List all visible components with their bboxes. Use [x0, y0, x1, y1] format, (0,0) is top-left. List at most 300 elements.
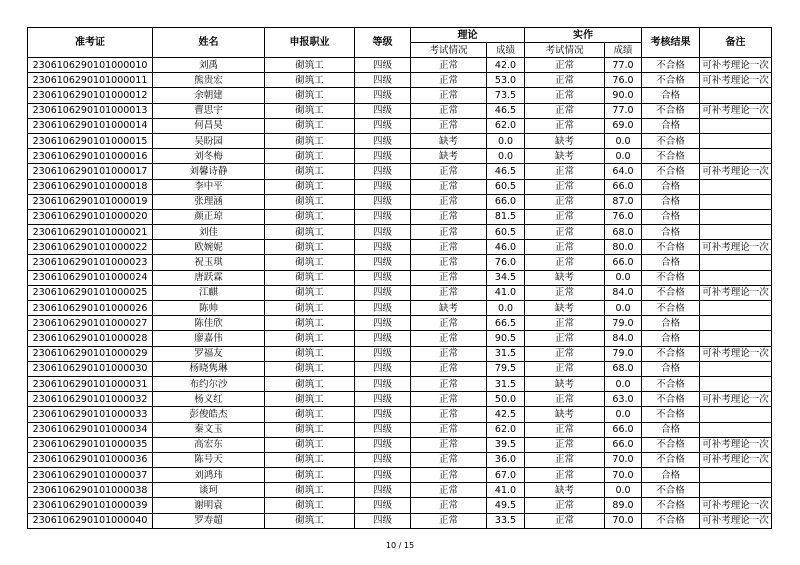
cell-name: 江麒: [153, 285, 265, 300]
cell-practice-score: 77.0: [605, 58, 642, 73]
cell-note: [700, 194, 772, 209]
cell-practice-score: 0.0: [605, 483, 642, 498]
cell-note: 可补考理论一次: [700, 498, 772, 513]
cell-theory-score: 0.0: [487, 301, 525, 316]
cell-job: 砌筑工: [265, 452, 355, 467]
cell-theory-score: 53.0: [487, 73, 525, 88]
cell-practice-score: 70.0: [605, 513, 642, 528]
cell-practice-status: 正常: [525, 164, 605, 179]
cell-practice-score: 0.0: [605, 376, 642, 391]
cell-level: 四级: [355, 73, 411, 88]
cell-theory-score: 76.0: [487, 255, 525, 270]
cell-name: 布约尔沙: [153, 376, 265, 391]
cell-result: 不合格: [642, 483, 700, 498]
cell-practice-score: 79.0: [605, 316, 642, 331]
cell-result: 合格: [642, 209, 700, 224]
cell-job: 砌筑工: [265, 240, 355, 255]
cell-name: 祝玉琪: [153, 255, 265, 270]
cell-job: 砌筑工: [265, 194, 355, 209]
cell-note: 可补考理论一次: [700, 103, 772, 118]
cell-note: 可补考理论一次: [700, 392, 772, 407]
cell-practice-score: 68.0: [605, 361, 642, 376]
cell-practice-score: 0.0: [605, 133, 642, 148]
cell-result: 不合格: [642, 149, 700, 164]
cell-theory-score: 67.0: [487, 468, 525, 483]
cell-theory-score: 42.0: [487, 58, 525, 73]
cell-name: 杨晓隽琳: [153, 361, 265, 376]
header-level: 等级: [355, 28, 411, 58]
cell-name: 罗寿超: [153, 513, 265, 528]
cell-exam-no: 2306106290101000040: [28, 513, 153, 528]
cell-name: 罗福友: [153, 346, 265, 361]
cell-job: 砌筑工: [265, 422, 355, 437]
cell-note: [700, 209, 772, 224]
header-practice-score: 成绩: [605, 43, 642, 58]
cell-practice-status: 正常: [525, 73, 605, 88]
cell-practice-score: 0.0: [605, 301, 642, 316]
table-row: [28, 194, 772, 209]
cell-level: 四级: [355, 498, 411, 513]
cell-theory-score: 62.0: [487, 118, 525, 133]
cell-exam-no: 2306106290101000030: [28, 361, 153, 376]
cell-theory-status: 正常: [411, 88, 487, 103]
cell-job: 砌筑工: [265, 361, 355, 376]
cell-result: 不合格: [642, 452, 700, 467]
table-row: [28, 331, 772, 346]
cell-theory-score: 39.5: [487, 437, 525, 452]
cell-practice-status: 正常: [525, 361, 605, 376]
cell-result: 不合格: [642, 437, 700, 452]
cell-name: 陈佳欣: [153, 316, 265, 331]
cell-theory-status: 正常: [411, 422, 487, 437]
cell-theory-status: 正常: [411, 437, 487, 452]
header-theory-score: 成绩: [487, 43, 525, 58]
cell-theory-status: 正常: [411, 468, 487, 483]
cell-practice-score: 63.0: [605, 392, 642, 407]
cell-result: 合格: [642, 316, 700, 331]
page-number: 10 / 15: [385, 541, 415, 550]
cell-level: 四级: [355, 513, 411, 528]
cell-note: 可补考理论一次: [700, 58, 772, 73]
cell-theory-score: 33.5: [487, 513, 525, 528]
cell-practice-score: 70.0: [605, 452, 642, 467]
cell-practice-status: 正常: [525, 58, 605, 73]
table-row: [28, 270, 772, 285]
cell-theory-score: 49.5: [487, 498, 525, 513]
cell-note: [700, 483, 772, 498]
cell-job: 砌筑工: [265, 513, 355, 528]
table-row: [28, 103, 772, 118]
cell-level: 四级: [355, 452, 411, 467]
cell-practice-status: 正常: [525, 346, 605, 361]
cell-job: 砌筑工: [265, 376, 355, 391]
cell-level: 四级: [355, 316, 411, 331]
cell-practice-status: 缺考: [525, 483, 605, 498]
cell-practice-score: 80.0: [605, 240, 642, 255]
cell-theory-status: 正常: [411, 179, 487, 194]
cell-theory-status: 正常: [411, 240, 487, 255]
cell-exam-no: 2306106290101000033: [28, 407, 153, 422]
cell-exam-no: 2306106290101000014: [28, 118, 153, 133]
cell-exam-no: 2306106290101000039: [28, 498, 153, 513]
table-row: [28, 209, 772, 224]
cell-theory-score: 73.5: [487, 88, 525, 103]
cell-theory-status: 缺考: [411, 149, 487, 164]
cell-result: 不合格: [642, 376, 700, 391]
cell-level: 四级: [355, 331, 411, 346]
cell-note: [700, 149, 772, 164]
cell-theory-score: 81.5: [487, 209, 525, 224]
cell-exam-no: 2306106290101000022: [28, 240, 153, 255]
cell-note: 可补考理论一次: [700, 452, 772, 467]
cell-practice-status: 正常: [525, 240, 605, 255]
cell-result: 不合格: [642, 498, 700, 513]
cell-practice-status: 缺考: [525, 270, 605, 285]
cell-level: 四级: [355, 437, 411, 452]
cell-job: 砌筑工: [265, 437, 355, 452]
header-practice-status: 考试情况: [525, 43, 605, 58]
cell-exam-no: 2306106290101000015: [28, 133, 153, 148]
cell-note: [700, 88, 772, 103]
cell-name: 欧婉妮: [153, 240, 265, 255]
cell-theory-status: 正常: [411, 392, 487, 407]
cell-practice-status: 缺考: [525, 376, 605, 391]
table-row: [28, 225, 772, 240]
cell-exam-no: 2306106290101000024: [28, 270, 153, 285]
cell-name: 杨义红: [153, 392, 265, 407]
cell-practice-score: 0.0: [605, 149, 642, 164]
cell-note: [700, 331, 772, 346]
cell-result: 不合格: [642, 73, 700, 88]
cell-level: 四级: [355, 240, 411, 255]
cell-level: 四级: [355, 285, 411, 300]
cell-result: 不合格: [642, 285, 700, 300]
cell-exam-no: 2306106290101000027: [28, 316, 153, 331]
cell-note: [700, 316, 772, 331]
cell-theory-score: 0.0: [487, 149, 525, 164]
cell-note: [700, 361, 772, 376]
cell-level: 四级: [355, 58, 411, 73]
cell-job: 砌筑工: [265, 331, 355, 346]
table-row: [28, 179, 772, 194]
cell-exam-no: 2306106290101000026: [28, 301, 153, 316]
table-row: [28, 452, 772, 467]
cell-level: 四级: [355, 149, 411, 164]
cell-theory-score: 42.5: [487, 407, 525, 422]
cell-practice-score: 77.0: [605, 103, 642, 118]
table-row: [28, 407, 772, 422]
cell-job: 砌筑工: [265, 498, 355, 513]
cell-job: 砌筑工: [265, 133, 355, 148]
cell-theory-status: 正常: [411, 376, 487, 391]
cell-exam-no: 2306106290101000029: [28, 346, 153, 361]
cell-note: 可补考理论一次: [700, 437, 772, 452]
table-row: [28, 164, 772, 179]
table-row: [28, 392, 772, 407]
table-row: [28, 285, 772, 300]
cell-result: 不合格: [642, 58, 700, 73]
cell-theory-score: 31.5: [487, 376, 525, 391]
cell-level: 四级: [355, 179, 411, 194]
cell-result: 合格: [642, 194, 700, 209]
cell-practice-status: 正常: [525, 468, 605, 483]
cell-theory-score: 62.0: [487, 422, 525, 437]
cell-theory-status: 正常: [411, 164, 487, 179]
cell-level: 四级: [355, 468, 411, 483]
cell-exam-no: 2306106290101000018: [28, 179, 153, 194]
cell-exam-no: 2306106290101000021: [28, 225, 153, 240]
table-row: [28, 498, 772, 513]
cell-theory-status: 正常: [411, 103, 487, 118]
cell-practice-score: 76.0: [605, 209, 642, 224]
cell-name: 刘佳: [153, 225, 265, 240]
header-note: 备注: [700, 28, 772, 58]
table-row: [28, 437, 772, 452]
cell-result: 不合格: [642, 301, 700, 316]
cell-exam-no: 2306106290101000010: [28, 58, 153, 73]
cell-practice-status: 正常: [525, 225, 605, 240]
cell-result: 合格: [642, 331, 700, 346]
cell-practice-score: 84.0: [605, 331, 642, 346]
cell-result: 合格: [642, 361, 700, 376]
cell-practice-score: 90.0: [605, 88, 642, 103]
cell-level: 四级: [355, 194, 411, 209]
cell-theory-score: 66.5: [487, 316, 525, 331]
cell-level: 四级: [355, 361, 411, 376]
cell-result: 合格: [642, 88, 700, 103]
cell-name: 余朝建: [153, 88, 265, 103]
table-row: [28, 240, 772, 255]
cell-practice-score: 64.0: [605, 164, 642, 179]
cell-job: 砌筑工: [265, 209, 355, 224]
cell-theory-score: 90.5: [487, 331, 525, 346]
table-row: [28, 88, 772, 103]
cell-practice-score: 76.0: [605, 73, 642, 88]
cell-level: 四级: [355, 346, 411, 361]
header-practice: 实作: [525, 28, 642, 43]
cell-job: 砌筑工: [265, 118, 355, 133]
cell-name: 陈号天: [153, 452, 265, 467]
cell-practice-score: 79.0: [605, 346, 642, 361]
cell-practice-status: 正常: [525, 88, 605, 103]
table-row: [28, 118, 772, 133]
cell-result: 不合格: [642, 133, 700, 148]
cell-name: 唐跃霖: [153, 270, 265, 285]
cell-name: 秦文玉: [153, 422, 265, 437]
cell-name: 廖嘉伟: [153, 331, 265, 346]
cell-result: 合格: [642, 468, 700, 483]
cell-name: 高宏东: [153, 437, 265, 452]
cell-result: 不合格: [642, 270, 700, 285]
table-row: [28, 316, 772, 331]
cell-job: 砌筑工: [265, 316, 355, 331]
cell-theory-status: 正常: [411, 58, 487, 73]
cell-note: 可补考理论一次: [700, 164, 772, 179]
cell-theory-status: 正常: [411, 407, 487, 422]
cell-theory-score: 46.5: [487, 103, 525, 118]
cell-theory-status: 正常: [411, 194, 487, 209]
cell-theory-status: 正常: [411, 225, 487, 240]
cell-level: 四级: [355, 407, 411, 422]
cell-level: 四级: [355, 103, 411, 118]
cell-level: 四级: [355, 133, 411, 148]
cell-name: 何昌昊: [153, 118, 265, 133]
cell-practice-score: 66.0: [605, 255, 642, 270]
table-header: [28, 28, 772, 58]
cell-job: 砌筑工: [265, 88, 355, 103]
cell-job: 砌筑工: [265, 483, 355, 498]
cell-theory-score: 36.0: [487, 452, 525, 467]
cell-practice-status: 正常: [525, 118, 605, 133]
table-body: [28, 58, 772, 529]
cell-level: 四级: [355, 88, 411, 103]
cell-level: 四级: [355, 376, 411, 391]
cell-exam-no: 2306106290101000011: [28, 73, 153, 88]
cell-exam-no: 2306106290101000013: [28, 103, 153, 118]
cell-exam-no: 2306106290101000035: [28, 437, 153, 452]
cell-practice-score: 84.0: [605, 285, 642, 300]
cell-exam-no: 2306106290101000012: [28, 88, 153, 103]
cell-theory-status: 正常: [411, 255, 487, 270]
cell-job: 砌筑工: [265, 407, 355, 422]
cell-theory-score: 50.0: [487, 392, 525, 407]
cell-theory-status: 正常: [411, 498, 487, 513]
cell-level: 四级: [355, 164, 411, 179]
table-row: [28, 255, 772, 270]
cell-note: 可补考理论一次: [700, 73, 772, 88]
cell-practice-score: 66.0: [605, 179, 642, 194]
results-table: [27, 27, 772, 529]
cell-practice-status: 正常: [525, 255, 605, 270]
cell-result: 不合格: [642, 513, 700, 528]
table-row: [28, 468, 772, 483]
table-row: [28, 513, 772, 528]
table-row: [28, 58, 772, 73]
cell-level: 四级: [355, 209, 411, 224]
cell-practice-status: 缺考: [525, 133, 605, 148]
cell-theory-status: 正常: [411, 73, 487, 88]
cell-practice-score: 0.0: [605, 270, 642, 285]
cell-level: 四级: [355, 118, 411, 133]
cell-practice-score: 87.0: [605, 194, 642, 209]
cell-result: 不合格: [642, 164, 700, 179]
cell-job: 砌筑工: [265, 164, 355, 179]
cell-note: [700, 376, 772, 391]
cell-practice-status: 正常: [525, 392, 605, 407]
cell-theory-status: 正常: [411, 361, 487, 376]
cell-name: 李中平: [153, 179, 265, 194]
cell-result: 不合格: [642, 392, 700, 407]
cell-job: 砌筑工: [265, 270, 355, 285]
table-row: [28, 346, 772, 361]
cell-practice-status: 正常: [525, 498, 605, 513]
cell-theory-score: 79.5: [487, 361, 525, 376]
cell-theory-status: 正常: [411, 118, 487, 133]
cell-theory-score: 66.0: [487, 194, 525, 209]
cell-job: 砌筑工: [265, 225, 355, 240]
cell-result: 合格: [642, 118, 700, 133]
cell-exam-no: 2306106290101000028: [28, 331, 153, 346]
cell-exam-no: 2306106290101000019: [28, 194, 153, 209]
cell-note: 可补考理论一次: [700, 285, 772, 300]
cell-note: [700, 468, 772, 483]
cell-level: 四级: [355, 422, 411, 437]
cell-job: 砌筑工: [265, 179, 355, 194]
cell-name: 曹思宇: [153, 103, 265, 118]
cell-name: 颜正琼: [153, 209, 265, 224]
cell-practice-score: 66.0: [605, 422, 642, 437]
cell-level: 四级: [355, 483, 411, 498]
cell-theory-score: 34.5: [487, 270, 525, 285]
cell-job: 砌筑工: [265, 301, 355, 316]
cell-level: 四级: [355, 392, 411, 407]
cell-practice-score: 70.0: [605, 468, 642, 483]
cell-theory-status: 缺考: [411, 133, 487, 148]
cell-result: 合格: [642, 225, 700, 240]
cell-job: 砌筑工: [265, 346, 355, 361]
cell-note: [700, 255, 772, 270]
cell-job: 砌筑工: [265, 73, 355, 88]
header-theory-status: 考试情况: [411, 43, 487, 58]
cell-practice-status: 正常: [525, 316, 605, 331]
table-row: [28, 301, 772, 316]
cell-result: 合格: [642, 255, 700, 270]
cell-theory-score: 41.0: [487, 285, 525, 300]
cell-job: 砌筑工: [265, 285, 355, 300]
header-exam-no: 准考证: [28, 28, 153, 58]
cell-exam-no: 2306106290101000025: [28, 285, 153, 300]
cell-note: [700, 301, 772, 316]
cell-name: 吴盼园: [153, 133, 265, 148]
cell-theory-score: 41.0: [487, 483, 525, 498]
table-row: [28, 73, 772, 88]
cell-theory-status: 正常: [411, 270, 487, 285]
cell-note: [700, 118, 772, 133]
cell-result: 不合格: [642, 240, 700, 255]
cell-result: 不合格: [642, 346, 700, 361]
cell-result: 合格: [642, 422, 700, 437]
cell-practice-status: 正常: [525, 331, 605, 346]
cell-name: 刘鸿玮: [153, 468, 265, 483]
cell-note: 可补考理论一次: [700, 513, 772, 528]
cell-practice-status: 缺考: [525, 149, 605, 164]
cell-note: [700, 133, 772, 148]
cell-name: 刘馨诗静: [153, 164, 265, 179]
cell-job: 砌筑工: [265, 149, 355, 164]
cell-theory-status: 正常: [411, 513, 487, 528]
cell-level: 四级: [355, 255, 411, 270]
cell-name: 张理涵: [153, 194, 265, 209]
table-row: [28, 149, 772, 164]
cell-exam-no: 2306106290101000032: [28, 392, 153, 407]
cell-exam-no: 2306106290101000023: [28, 255, 153, 270]
cell-exam-no: 2306106290101000020: [28, 209, 153, 224]
cell-name: 谢明袁: [153, 498, 265, 513]
cell-note: [700, 422, 772, 437]
cell-level: 四级: [355, 270, 411, 285]
cell-note: 可补考理论一次: [700, 240, 772, 255]
cell-practice-score: 69.0: [605, 118, 642, 133]
cell-practice-status: 正常: [525, 513, 605, 528]
cell-exam-no: 2306106290101000017: [28, 164, 153, 179]
cell-exam-no: 2306106290101000036: [28, 452, 153, 467]
cell-exam-no: 2306106290101000034: [28, 422, 153, 437]
cell-practice-status: 正常: [525, 103, 605, 118]
cell-practice-status: 正常: [525, 209, 605, 224]
cell-theory-score: 60.5: [487, 225, 525, 240]
cell-name: 陈帅: [153, 301, 265, 316]
cell-theory-score: 60.5: [487, 179, 525, 194]
